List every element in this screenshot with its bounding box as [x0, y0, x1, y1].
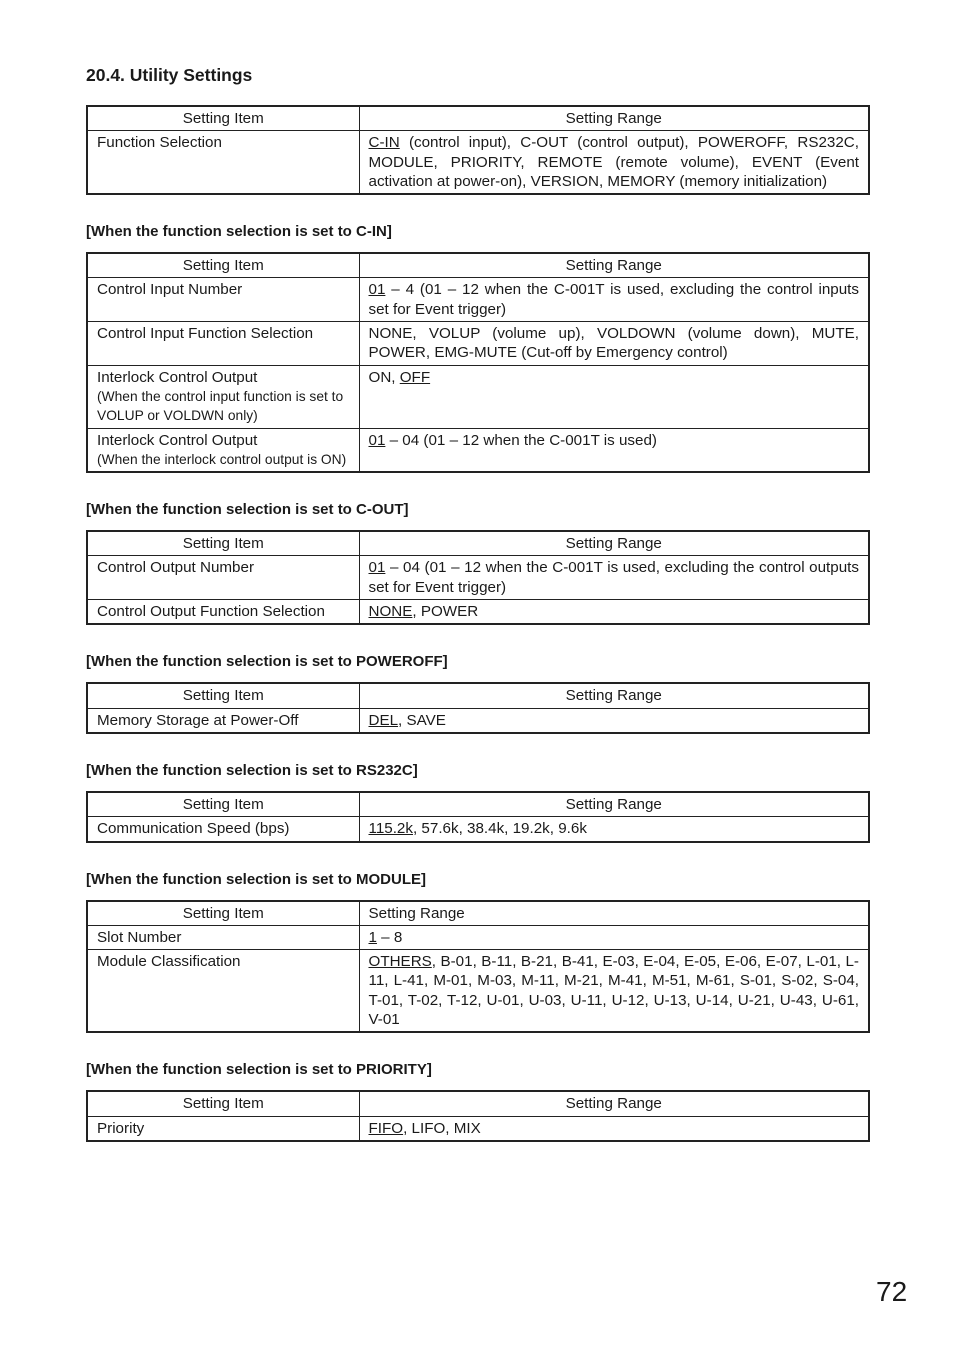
- range-text: NONE, VOLUP (volume up), VOLDOWN (volume down), MUTE, POWER, EMG-MUTE (Cut-off by Emergency control): [368, 325, 859, 362]
- setting-range-cell: [359, 925, 869, 949]
- default-value: OFF: [399, 368, 431, 386]
- default-value: 1: [368, 928, 377, 946]
- range-text: , LIFO, MIX: [403, 1119, 481, 1137]
- setting-range-cell: [359, 708, 869, 733]
- range-text: (control input), C-OUT (control output), POWEROFF, RS232C, MODULE, PRIORITY, REMOTE (remote volume), EVENT (Event activation at power-on), VERSION, MEMORY (memory initialization): [368, 134, 859, 190]
- table-row: [87, 708, 869, 733]
- setting-item-cell: [87, 428, 359, 472]
- setting-item-label: Interlock Control Output: [97, 368, 258, 386]
- table-header-row: [87, 1091, 869, 1116]
- setting-range-cell: [359, 556, 869, 600]
- header-setting-range: Setting Range: [359, 1091, 869, 1116]
- table-row: [87, 600, 869, 625]
- table-header-row: [87, 106, 869, 131]
- setting-item-cell: Control Output Number: [87, 556, 359, 600]
- table-row: [87, 556, 869, 600]
- table-row: [87, 131, 869, 194]
- setting-item-cell: Communication Speed (bps): [87, 817, 359, 842]
- range-text: ON,: [368, 368, 400, 386]
- range-text: , SAVE: [398, 711, 446, 729]
- module-table: [86, 900, 870, 1034]
- cin-table: [86, 252, 870, 473]
- default-value: 01: [368, 431, 386, 449]
- header-setting-item: Setting Item: [87, 106, 359, 131]
- default-value: 115.2k: [368, 820, 413, 838]
- header-setting-range: Setting Range: [359, 253, 869, 278]
- priority-table: [86, 1090, 870, 1142]
- header-setting-item: Setting Item: [87, 253, 359, 278]
- setting-item-cell: Slot Number: [87, 925, 359, 949]
- table-row: [87, 925, 869, 949]
- setting-item-cell: Function Selection: [87, 131, 359, 194]
- range-text: – 04 (01 – 12 when the C-001T is used, excluding the control outputs set for Event trigger): [368, 559, 859, 596]
- table-header-row: [87, 253, 869, 278]
- table-row: [87, 428, 869, 472]
- page-number: 72: [876, 1276, 908, 1307]
- poweroff-heading: [When the function selection is set to POWEROFF]: [86, 653, 448, 671]
- cin-heading: [When the function selection is set to C-IN]: [86, 223, 392, 241]
- cout-table: [86, 530, 870, 625]
- table-row: [87, 1116, 869, 1141]
- setting-range-cell: [359, 322, 869, 366]
- default-value: 01: [368, 559, 386, 577]
- setting-item-cell: Priority: [87, 1116, 359, 1141]
- header-setting-range: Setting Range: [359, 106, 869, 131]
- table-row: [87, 365, 869, 428]
- setting-range-cell: [359, 131, 869, 194]
- table-row: [87, 278, 869, 322]
- priority-heading: [When the function selection is set to PRIORITY]: [86, 1061, 432, 1079]
- table-header-row: [87, 683, 869, 708]
- table-row: [87, 322, 869, 366]
- header-setting-range: Setting Range: [359, 531, 869, 556]
- document-page: [86, 64, 868, 1142]
- header-setting-range: Setting Range: [359, 901, 869, 926]
- setting-item-cell: Control Input Number: [87, 278, 359, 322]
- header-setting-item: Setting Item: [87, 531, 359, 556]
- setting-range-cell: [359, 950, 869, 1033]
- header-setting-item: Setting Item: [87, 792, 359, 817]
- setting-item-cell: Control Input Function Selection: [87, 322, 359, 366]
- rs232c-heading: [When the function selection is set to RS232C]: [86, 761, 418, 779]
- range-text: – 4 (01 – 12 when the C-001T is used, excluding the control inputs set for Event trigger): [368, 281, 859, 318]
- table-row: [87, 950, 869, 1033]
- module-heading: [When the function selection is set to MODULE]: [86, 870, 427, 888]
- table-header-row: [87, 792, 869, 817]
- default-value: NONE: [368, 603, 413, 621]
- setting-range-cell: [359, 817, 869, 842]
- header-setting-item: Setting Item: [87, 683, 359, 708]
- setting-item-cell: Control Output Function Selection: [87, 600, 359, 625]
- table-row: [87, 817, 869, 842]
- setting-item-label: Interlock Control Output: [97, 431, 258, 449]
- setting-item-cell: Module Classification: [87, 950, 359, 1033]
- range-text: – 04 (01 – 12 when the C-001T is used): [385, 431, 657, 449]
- range-text: , B-01, B-11, B-21, B-41, E-03, E-04, E-05, E-06, E-07, L-01, L-11, L-41, M-01, M-03, M-11, M-21, M-41, M-51, M-61, S-01, S-02, S-04, T-01, T-02, T-12, U-01, U-03, U-11, U-12, U-13, U-14, U-21, U-43, U-61, V-01: [368, 953, 859, 1029]
- setting-range-cell: [359, 600, 869, 625]
- default-value: 01: [368, 281, 386, 299]
- rs232c-table: [86, 791, 870, 843]
- default-value: OTHERS: [368, 953, 432, 971]
- table-header-row: [87, 531, 869, 556]
- function-selection-table: [86, 105, 870, 195]
- header-setting-range: Setting Range: [359, 683, 869, 708]
- cout-heading: [When the function selection is set to C-OUT]: [86, 501, 409, 519]
- range-text: , 57.6k, 38.4k, 19.2k, 9.6k: [412, 820, 587, 838]
- table-header-row: [87, 901, 869, 926]
- setting-range-cell: [359, 278, 869, 322]
- section-title: 20.4. Utility Settings: [86, 65, 253, 85]
- setting-item-cell: [87, 365, 359, 428]
- setting-range-cell: [359, 365, 869, 428]
- default-value: DEL: [368, 711, 399, 729]
- range-text: – 8: [376, 928, 403, 946]
- header-setting-range: Setting Range: [359, 792, 869, 817]
- setting-item-cell: Memory Storage at Power-Off: [87, 708, 359, 733]
- header-setting-item: Setting Item: [87, 1091, 359, 1116]
- range-text: , POWER: [412, 603, 479, 621]
- setting-item-note: (When the control input function is set to VOLUP or VOLDWN only): [97, 388, 344, 424]
- poweroff-table: [86, 682, 870, 734]
- default-value: C-IN: [368, 134, 400, 152]
- header-setting-item: Setting Item: [87, 901, 359, 926]
- setting-range-cell: [359, 1116, 869, 1141]
- default-value: FIFO: [368, 1119, 404, 1137]
- setting-range-cell: [359, 428, 869, 472]
- setting-item-note: (When the interlock control output is ON): [97, 451, 347, 467]
